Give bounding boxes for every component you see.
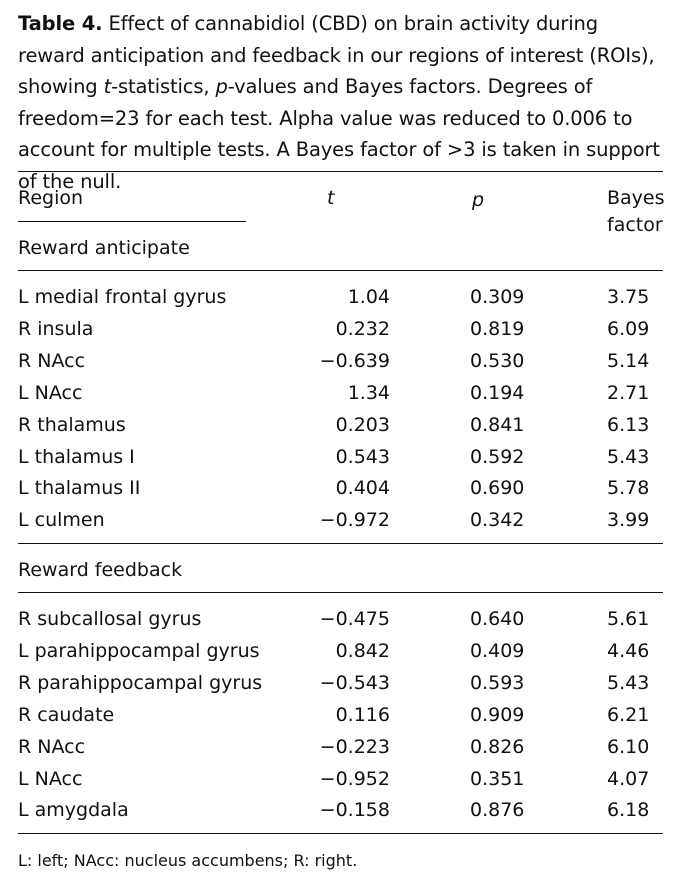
- t-cell: 1.04: [347, 286, 390, 308]
- table-row: [0, 671, 680, 703]
- caption-text-1: Effect of cannabidiol (CBD) on brain activity during reward anticipation and feedback in our regions of interest (ROIs), showing: [18, 12, 655, 98]
- region-cell: R NAcc: [18, 735, 86, 758]
- table-bottom-rule: [18, 833, 663, 834]
- p-cell: 0.593: [470, 671, 525, 694]
- section-divider-rule: [18, 543, 663, 544]
- bayes-factor-cell: 6.21: [607, 703, 650, 726]
- caption-text-2: -statistics,: [111, 75, 210, 98]
- table-row: [0, 798, 680, 830]
- t-cell: −0.543: [319, 671, 390, 694]
- table-row: [0, 767, 680, 799]
- region-cell: L amygdala: [18, 799, 129, 822]
- table-row: [0, 413, 680, 445]
- p-cell: 0.309: [470, 286, 525, 308]
- bayes-factor-cell: 5.43: [607, 445, 650, 468]
- bayes-factor-cell: 6.13: [607, 413, 650, 436]
- p-cell: 0.819: [470, 317, 525, 340]
- region-cell: R parahippocampal gyrus: [18, 671, 263, 694]
- p-cell: 0.351: [470, 767, 525, 790]
- p-cell: 0.194: [470, 381, 525, 404]
- table-row: [0, 607, 680, 639]
- region-header-underline: [18, 221, 246, 222]
- bayes-factor-cell: 5.78: [607, 477, 650, 500]
- table-row: [0, 508, 680, 540]
- region-cell: L NAcc: [18, 381, 83, 404]
- bayes-factor-cell: 6.18: [607, 799, 650, 822]
- bayes-factor-cell: 3.75: [607, 286, 650, 308]
- region-cell: L thalamus II: [18, 477, 141, 500]
- p-cell: 0.592: [470, 445, 525, 468]
- region-cell: L culmen: [18, 509, 105, 532]
- header-p: p: [472, 189, 485, 211]
- p-cell: 0.826: [470, 735, 525, 758]
- table-row: [0, 476, 680, 508]
- table-top-rule: [18, 171, 663, 172]
- p-cell: 0.690: [470, 477, 525, 500]
- region-cell: L NAcc: [18, 767, 83, 790]
- region-cell: R thalamus: [18, 413, 126, 436]
- region-cell: R caudate: [18, 703, 115, 726]
- region-cell: L medial frontal gyrus: [18, 286, 227, 308]
- header-bayes-line2: factor: [607, 214, 663, 236]
- p-cell: 0.841: [470, 413, 525, 436]
- p-cell: 0.909: [470, 703, 525, 726]
- header-bayes-factor: [607, 185, 671, 239]
- header-region: Region: [18, 187, 84, 209]
- region-cell: R insula: [18, 317, 94, 340]
- table-row: [0, 735, 680, 767]
- p-cell: 0.876: [470, 799, 525, 822]
- bayes-factor-cell: 6.09: [607, 317, 650, 340]
- t-cell: 0.543: [335, 445, 390, 468]
- table-row: [0, 381, 680, 413]
- region-cell: R NAcc: [18, 349, 86, 372]
- bayes-factor-cell: 6.10: [607, 735, 650, 758]
- t-cell: −0.972: [319, 509, 390, 532]
- table-footnote: L: left; NAcc: nucleus accumbens; R: right.: [18, 851, 358, 870]
- caption-t-symbol: t: [103, 75, 112, 98]
- bayes-factor-cell: 2.71: [607, 381, 650, 404]
- t-cell: −0.952: [319, 767, 390, 790]
- t-cell: 0.203: [335, 413, 390, 436]
- table-row: [0, 317, 680, 349]
- p-cell: 0.342: [470, 509, 525, 532]
- table-row: [0, 445, 680, 477]
- t-cell: −0.475: [319, 608, 390, 630]
- t-cell: 0.404: [335, 477, 390, 500]
- header-bayes-line1: Bayes: [607, 187, 665, 209]
- bayes-factor-cell: 5.61: [607, 608, 650, 630]
- t-cell: −0.158: [319, 799, 390, 822]
- table-label: Table 4.: [18, 12, 103, 35]
- p-cell: 0.640: [470, 608, 525, 630]
- region-cell: R subcallosal gyrus: [18, 608, 202, 630]
- bayes-factor-cell: 3.99: [607, 509, 650, 532]
- header-t: t: [327, 187, 335, 209]
- bayes-factor-cell: 4.46: [607, 639, 650, 662]
- t-cell: 0.232: [335, 317, 390, 340]
- table-row: [0, 285, 680, 317]
- p-cell: 0.409: [470, 639, 525, 662]
- t-cell: 0.116: [335, 703, 390, 726]
- bayes-factor-cell: 4.07: [607, 767, 650, 790]
- t-cell: 1.34: [347, 381, 390, 404]
- section-anticipate-rule: [18, 270, 663, 271]
- caption-p-symbol: p: [215, 75, 228, 98]
- table-row: [0, 703, 680, 735]
- table-row: [0, 639, 680, 671]
- section-title-feedback: Reward feedback: [18, 559, 183, 581]
- table-caption: [18, 8, 670, 197]
- region-cell: L parahippocampal gyrus: [18, 639, 260, 662]
- caption-text-3: -values and Bayes factors. Degrees of freedom=23 for each test. Alpha value was reduced to 0.006 to account for multiple tests. A Bayes factor of >3 is taken in support of the null.: [18, 75, 660, 193]
- section-title-anticipate: Reward anticipate: [18, 237, 190, 259]
- region-cell: L thalamus I: [18, 445, 135, 468]
- t-cell: 0.842: [335, 639, 390, 662]
- bayes-factor-cell: 5.14: [607, 349, 650, 372]
- section-feedback-rule: [18, 592, 663, 593]
- t-cell: −0.223: [319, 735, 390, 758]
- table-row: [0, 349, 680, 381]
- p-cell: 0.530: [470, 349, 525, 372]
- bayes-factor-cell: 5.43: [607, 671, 650, 694]
- t-cell: −0.639: [319, 349, 390, 372]
